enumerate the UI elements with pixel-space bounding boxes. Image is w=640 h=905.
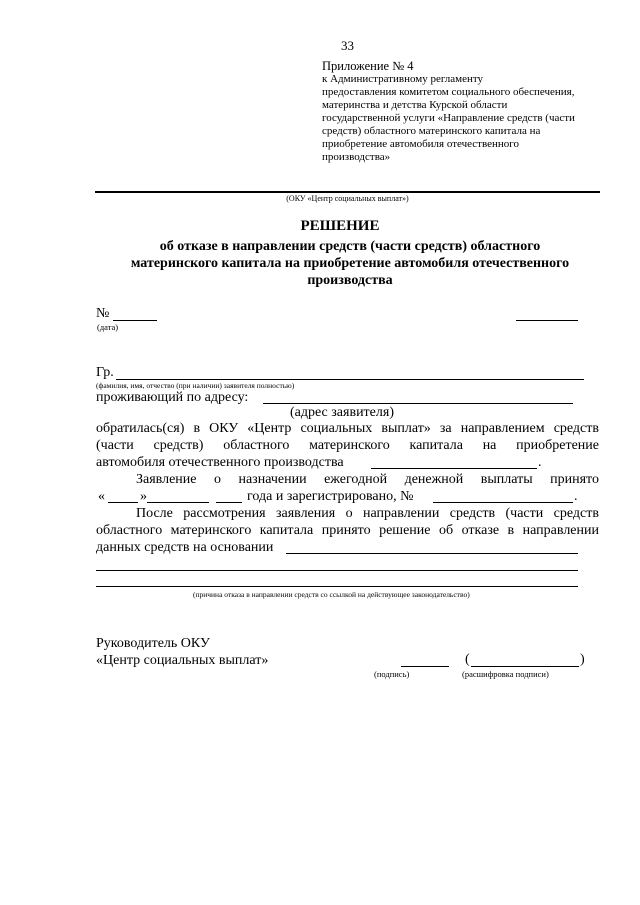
body-line-1: обратилась(ся) в ОКУ «Центр социальных выплат» за направлением средств: [96, 421, 599, 436]
day-field-line[interactable]: [108, 502, 138, 503]
appendix-line: материнства и детства Курской области: [322, 99, 508, 111]
appendix-line: приобретение автомобиля отечественного: [322, 138, 520, 150]
date-caption: (дата): [97, 322, 119, 332]
appendix-line: к Административному регламенту: [322, 73, 484, 85]
address-line[interactable]: [263, 403, 573, 404]
decryption-caption: (расшифровка подписи): [462, 669, 549, 679]
applicant-name-line[interactable]: [116, 379, 584, 380]
signature-line[interactable]: [401, 666, 449, 667]
decision-subtitle: [100, 238, 600, 289]
appendix-line: производства»: [322, 151, 391, 163]
open-quote: «: [98, 489, 105, 504]
body-line-2: (части средств) областного материнского капитала на приобретение: [96, 438, 599, 453]
close-quote: »: [140, 489, 147, 504]
appendix-title: Приложение № 4: [322, 59, 414, 73]
body-line-6: После рассмотрения заявления о направлении средств (части средств: [136, 506, 599, 521]
subtitle-line: об отказе в направлении средств (части средств) областного: [159, 239, 541, 254]
date-field-line[interactable]: [516, 320, 578, 321]
appendix-block: [322, 60, 607, 164]
appendix-line: предоставления комитетом социального обеспечения,: [322, 86, 575, 98]
reason-field-line-1[interactable]: [286, 553, 578, 554]
body-line-4: Заявление о назначении ежегодной денежной выплаты принято: [136, 472, 599, 487]
decision-title: РЕШЕНИЕ: [300, 218, 380, 234]
vehicle-field-line[interactable]: [371, 468, 537, 469]
period-mark: .: [538, 455, 542, 470]
org-caption: (ОКУ «Центр социальных выплат»): [286, 194, 409, 203]
signer-position-line-2: «Центр социальных выплат»: [96, 653, 269, 668]
paren-open: (: [465, 652, 470, 667]
signature-caption: (подпись): [374, 669, 410, 679]
body-line-7: областного материнского капитала принято решение об отказе в направлении: [96, 523, 599, 538]
number-field-line[interactable]: [113, 320, 157, 321]
reason-field-line-3[interactable]: [96, 586, 578, 587]
subtitle-line: материнского капитала на приобретение автомобиля отечественного: [130, 256, 570, 271]
paren-close: ): [580, 652, 585, 667]
signer-position-line-1: Руководитель ОКУ: [96, 636, 210, 651]
reason-caption: (причина отказа в направлении средств со ссылкой на действующее законодательство): [193, 590, 470, 599]
year-field-line[interactable]: [216, 502, 242, 503]
appendix-line: средств) областного материнского капитала на: [322, 125, 541, 137]
org-underline: [95, 191, 600, 193]
body-line-8: данных средств на основании: [96, 540, 274, 555]
appendix-line: государственной услуги «Направление средств (части: [322, 112, 575, 124]
reason-field-line-2[interactable]: [96, 570, 578, 571]
registration-number-line[interactable]: [433, 502, 573, 503]
page-number: 33: [341, 38, 354, 53]
subtitle-line: производства: [307, 273, 393, 288]
decryption-line[interactable]: [471, 666, 579, 667]
body-line-3: автомобиля отечественного производства: [96, 455, 344, 470]
registered-label: года и зарегистрировано, №: [247, 489, 414, 504]
month-field-line[interactable]: [147, 502, 209, 503]
applicant-prefix: Гр.: [96, 365, 114, 380]
applicant-name-caption: (фамилия, имя, отчество (при наличии) заявителя полностью): [96, 381, 295, 390]
period-mark: .: [574, 489, 578, 504]
number-label: №: [96, 306, 110, 321]
address-caption: (адрес заявителя): [290, 405, 394, 420]
residing-label: проживающий по адресу:: [96, 390, 249, 405]
